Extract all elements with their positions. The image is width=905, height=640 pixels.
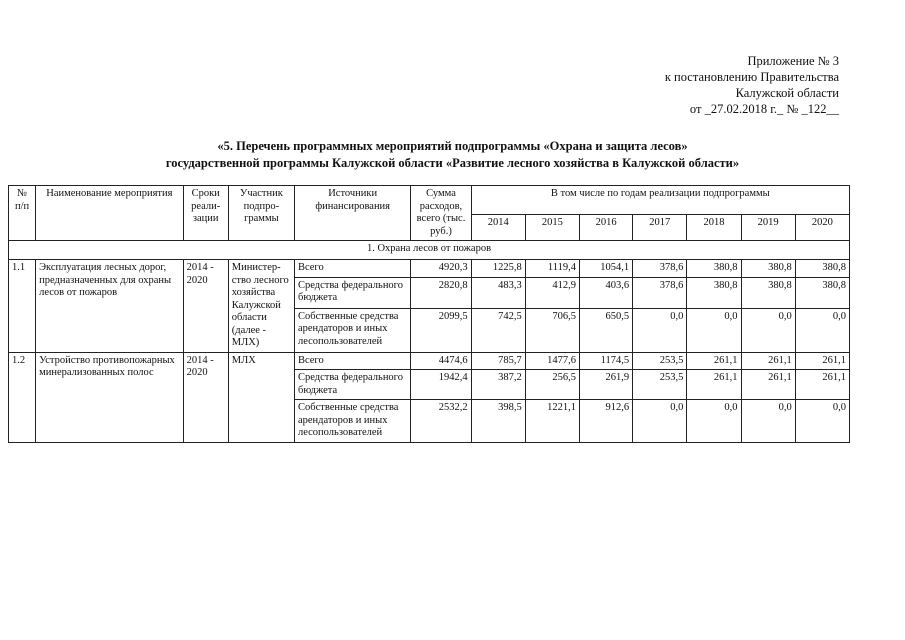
funding-year-value: 412,9 <box>525 277 579 308</box>
item-num: 1.1 <box>9 260 36 353</box>
header-year: 2020 <box>795 214 849 240</box>
header-num: № п/п <box>9 186 36 241</box>
funding-source: Всего <box>294 260 410 278</box>
table-row <box>9 352 850 370</box>
item-name: Эксплуатация лесных дорог, предназначенных для охраны лесов от пожаров <box>36 260 184 353</box>
header-by-years: В том числе по годам реализации подпрограммы <box>471 186 849 215</box>
funding-year-value: 483,3 <box>471 277 525 308</box>
funding-year-value: 1477,6 <box>525 352 579 370</box>
table-header-row <box>9 186 850 215</box>
funding-year-value: 706,5 <box>525 308 579 352</box>
funding-total: 2820,8 <box>411 277 471 308</box>
item-terms: 2014 - 2020 <box>183 260 228 353</box>
funding-year-value: 256,5 <box>525 370 579 400</box>
header-name: Наименование мероприятия <box>36 186 184 241</box>
funding-year-value: 261,1 <box>687 352 741 370</box>
funding-year-value: 0,0 <box>741 400 795 443</box>
funding-year-value: 261,1 <box>795 352 849 370</box>
header-year: 2014 <box>471 214 525 240</box>
funding-year-value: 403,6 <box>579 277 632 308</box>
header-year: 2019 <box>741 214 795 240</box>
funding-year-value: 380,8 <box>741 260 795 278</box>
funding-year-value: 742,5 <box>471 308 525 352</box>
header-year: 2016 <box>579 214 632 240</box>
appendix-block <box>665 53 839 117</box>
funding-total: 2532,2 <box>411 400 471 443</box>
item-participant: Министер-ство лесного хозяйства Калужской области (далее - МЛХ) <box>228 260 294 353</box>
funding-year-value: 380,8 <box>741 277 795 308</box>
title-line: «5. Перечень программных мероприятий подпрограммы «Охрана и защита лесов» <box>217 139 688 153</box>
funding-total: 4474,6 <box>411 352 471 370</box>
funding-source: Средства федерального бюджета <box>294 277 410 308</box>
title-line: государственной программы Калужской области «Развитие лесного хозяйства в Калужской области» <box>165 156 740 170</box>
item-num: 1.2 <box>9 352 36 442</box>
funding-source: Собственные средства арендаторов и иных лесопользователей <box>294 400 410 443</box>
header-year: 2015 <box>525 214 579 240</box>
funding-year-value: 0,0 <box>633 308 687 352</box>
item-participant: МЛХ <box>228 352 294 442</box>
section-title: 1. Охрана лесов от пожаров <box>9 241 850 260</box>
funding-total: 2099,5 <box>411 308 471 352</box>
appendix-line: от _27.02.2018 г._ № _122__ <box>689 102 839 116</box>
funding-year-value: 380,8 <box>687 260 741 278</box>
item-name: Устройство противопожарных минерализованных полос <box>36 352 184 442</box>
funding-year-value: 650,5 <box>579 308 632 352</box>
funding-source: Всего <box>294 352 410 370</box>
funding-year-value: 0,0 <box>633 400 687 443</box>
item-terms: 2014 - 2020 <box>183 352 228 442</box>
funding-year-value: 1174,5 <box>579 352 632 370</box>
header-terms: Сроки реали-зации <box>183 186 228 241</box>
funding-year-value: 1225,8 <box>471 260 525 278</box>
funding-year-value: 0,0 <box>687 308 741 352</box>
funding-year-value: 261,1 <box>795 370 849 400</box>
header-sum: Сумма расходов, всего (тыс. руб.) <box>411 186 471 241</box>
funding-year-value: 253,5 <box>633 370 687 400</box>
header-year: 2017 <box>633 214 687 240</box>
document-title <box>0 138 905 172</box>
header-participant: Участник подпро-граммы <box>228 186 294 241</box>
header-year: 2018 <box>687 214 741 240</box>
funding-year-value: 378,6 <box>633 277 687 308</box>
funding-year-value: 0,0 <box>687 400 741 443</box>
funding-year-value: 398,5 <box>471 400 525 443</box>
funding-year-value: 1054,1 <box>579 260 632 278</box>
funding-year-value: 912,6 <box>579 400 632 443</box>
funding-year-value: 253,5 <box>633 352 687 370</box>
appendix-line: Приложение № 3 <box>747 54 839 68</box>
appendix-line: к постановлению Правительства <box>664 70 839 84</box>
funding-year-value: 380,8 <box>795 260 849 278</box>
funding-year-value: 0,0 <box>795 308 849 352</box>
funding-year-value: 261,9 <box>579 370 632 400</box>
program-activities-table <box>8 185 850 443</box>
funding-year-value: 1119,4 <box>525 260 579 278</box>
funding-total: 4920,3 <box>411 260 471 278</box>
section-row <box>9 241 850 260</box>
funding-year-value: 0,0 <box>741 308 795 352</box>
funding-year-value: 261,1 <box>741 352 795 370</box>
funding-year-value: 380,8 <box>795 277 849 308</box>
funding-source: Собственные средства арендаторов и иных лесопользователей <box>294 308 410 352</box>
table-row <box>9 260 850 278</box>
funding-year-value: 785,7 <box>471 352 525 370</box>
funding-year-value: 378,6 <box>633 260 687 278</box>
funding-year-value: 387,2 <box>471 370 525 400</box>
header-sources: Источники финансирования <box>294 186 410 241</box>
funding-total: 1942,4 <box>411 370 471 400</box>
funding-year-value: 261,1 <box>687 370 741 400</box>
funding-year-value: 0,0 <box>795 400 849 443</box>
funding-source: Средства федерального бюджета <box>294 370 410 400</box>
funding-year-value: 1221,1 <box>525 400 579 443</box>
appendix-line: Калужской области <box>735 86 839 100</box>
funding-year-value: 380,8 <box>687 277 741 308</box>
funding-year-value: 261,1 <box>741 370 795 400</box>
